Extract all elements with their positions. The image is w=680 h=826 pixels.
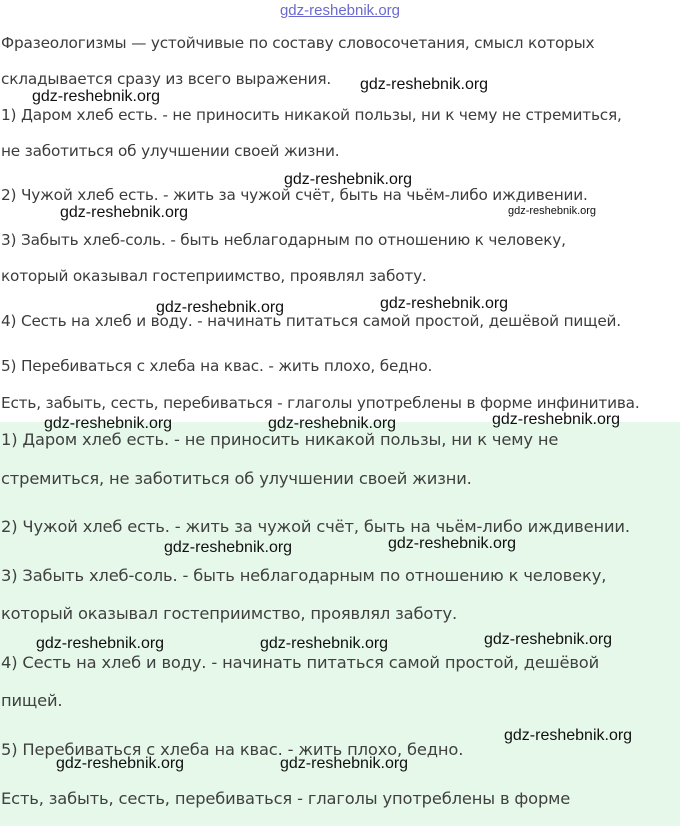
watermark: gdz-reshebnik.org: [32, 88, 161, 105]
text-line: не заботиться об улучшении своей жизни.: [1, 142, 340, 160]
watermark: gdz-reshebnik.org: [44, 415, 173, 432]
watermark: gdz-reshebnik.org: [284, 171, 413, 188]
watermark: gdz-reshebnik.org: [164, 539, 293, 556]
watermark: gdz-reshebnik.org: [380, 295, 509, 312]
text-line: 3) Забыть хлеб-соль. - быть неблагодарным по отношению к человеку,: [1, 566, 607, 585]
watermark: gdz-reshebnik.org: [56, 755, 185, 772]
text-line: Есть, забыть, сесть, перебиваться - глаголы употреблены в форме инфинитива.: [1, 394, 640, 412]
text-line: 2) Чужой хлеб есть. - жить за чужой счёт, быть на чьём-либо иждивении.: [1, 186, 588, 204]
watermark: gdz-reshebnik.org: [504, 727, 633, 744]
watermark: gdz-reshebnik.org: [260, 635, 389, 652]
text-line: стремиться, не заботиться об улучшении своей жизни.: [1, 469, 472, 488]
site-title-link[interactable]: gdz-reshebnik.org: [279, 2, 401, 19]
watermark: gdz-reshebnik.org: [60, 204, 189, 221]
text-line: 2) Чужой хлеб есть. - жить за чужой счёт, быть на чьём-либо иждивении.: [1, 517, 630, 536]
text-line: 1) Даром хлеб есть. - не приносить никакой пользы, ни к чему не стремиться,: [1, 106, 622, 124]
watermark: gdz-reshebnik.org: [492, 411, 621, 428]
text-line: Фразеологизмы — устойчивые по составу словосочетания, смысл которых: [1, 34, 595, 52]
text-line: 5) Перебиваться с хлеба на квас. - жить плохо, бедно.: [1, 357, 433, 375]
text-line: 4) Сесть на хлеб и воду. - начинать питаться самой простой, дешёвой: [1, 653, 600, 672]
text-line: 4) Сесть на хлеб и воду. - начинать питаться самой простой, дешёвой пищей.: [1, 312, 621, 330]
text-line: 1) Даром хлеб есть. - не приносить никакой пользы, ни к чему не: [1, 430, 559, 449]
watermark: gdz-reshebnik.org: [388, 535, 517, 552]
text-line: 3) Забыть хлеб-соль. - быть неблагодарным по отношению к человеку,: [1, 231, 566, 249]
text-line: Есть, забыть, сесть, перебиваться - глаголы употреблены в форме: [1, 789, 571, 808]
text-line: 5) Перебиваться с хлеба на квас. - жить плохо, бедно.: [1, 740, 464, 759]
watermark: gdz-reshebnik.org: [280, 755, 409, 772]
watermark: gdz-reshebnik.org: [156, 299, 285, 316]
watermark: gdz-reshebnik.org: [36, 635, 165, 652]
watermark: gdz-reshebnik.org: [508, 205, 597, 217]
watermark: gdz-reshebnik.org: [484, 631, 613, 648]
text-line: который оказывал гостеприимство, проявлял заботу.: [1, 604, 458, 623]
watermark: gdz-reshebnik.org: [360, 76, 489, 93]
text-line: пищей.: [1, 691, 63, 710]
text-line: который оказывал гостеприимство, проявлял заботу.: [1, 267, 427, 285]
text-line: складывается сразу из всего выражения.: [1, 70, 331, 88]
watermark: gdz-reshebnik.org: [268, 415, 397, 432]
